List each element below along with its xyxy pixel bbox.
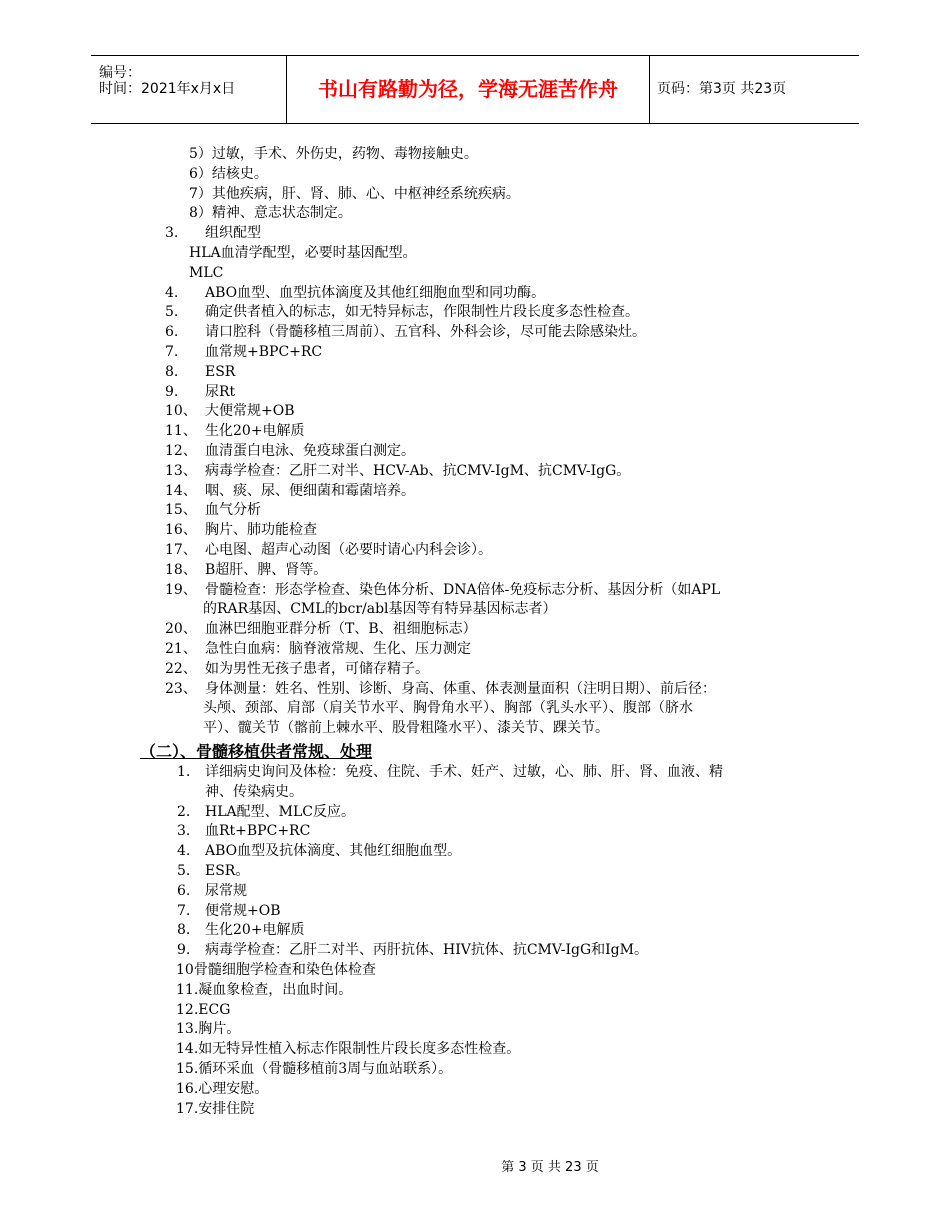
list-item-text: 头颅、颈部、肩部（肩关节水平、胸骨角水平）、胸部（乳头水平）、腹部（脐水 [203,700,693,717]
list-item-number: 3. [165,225,179,242]
list-item-text: 组织配型 [205,225,261,242]
list-item-text: MLC [189,264,224,281]
list-item-text: HLA血清学配型，必要时基因配型。 [189,245,417,261]
list-item-text: 急性白血病：脑脊液常规、生化、压力测定 [205,641,471,657]
list-item-text: ESR [205,363,236,380]
list-item-text: 身体测量：姓名、性别、诊断、身高、体重、体表测量面积（注明日期）、前后径： [205,680,716,697]
list-item-text: 病毒学检查：乙肝二对半、丙肝抗体、HIV抗体、抗CMV-IgG和IgM。 [205,942,648,959]
list-item-number: 4. [165,284,179,301]
list-item-text: B超肝、脾、肾等。 [205,561,328,578]
list-item-text: 尿常规 [205,882,247,899]
list-item-text: ABO血型、血型抗体滴度及其他红细胞血型和同功酶。 [205,284,546,301]
list-item-number: 2. [177,803,191,820]
list-item-number: 6. [177,882,191,899]
header-page-number: 页码：第3页 共23页 [657,81,787,97]
list-item-number: 8. [165,363,179,380]
list-item-text: 8）精神、意志状态制定。 [189,205,352,222]
list-item-text: 17.安排住院 [176,1100,255,1117]
list-item-number: 4. [177,843,191,860]
list-item-text: 尿Rt [205,383,236,400]
list-item-number: 5. [177,863,191,879]
list-item-text: ABO血型及抗体滴度、其他红细胞血型。 [205,843,462,860]
list-item-number: 15、 [165,502,197,519]
list-item-number: 17、 [165,542,197,558]
list-item-number: 16、 [165,522,197,539]
list-item-number: 1. [177,764,191,780]
list-item-text: 血Rt+BPC+RC [205,823,311,840]
list-item-number: 9. [177,942,191,959]
page-header [91,55,859,124]
list-item-number: 8. [177,922,191,939]
list-item-number: 11、 [165,423,197,440]
list-item-number: 13、 [165,462,197,479]
list-item-text: 6）结核史。 [189,165,268,182]
page-footer [0,1156,950,1175]
list-item-text: 生化20+电解质 [205,922,305,939]
header-meta [91,56,286,123]
list-item-text: 咽、痰、尿、便细菌和霉菌培养。 [205,482,415,499]
list-item-text: 大便常规+OB [205,403,295,420]
list-item-text: 7）其他疾病，肝、肾、肺、心、中枢神经系统疾病。 [189,185,520,202]
list-item-text: 血淋巴细胞亚群分析（T、B、祖细胞标志） [205,621,477,638]
list-item-text: 血常规+BPC+RC [205,344,323,360]
list-item-text: 如为男性无孩子患者，可储存精子。 [205,660,429,677]
list-item-text: 请口腔科（骨髓移植三周前）、五官科、外科会诊，尽可能去除感染灶。 [205,324,646,341]
list-item-number: 7. [177,902,191,919]
list-item-number: 22、 [165,660,197,677]
list-item-number: 3. [177,823,191,840]
list-item-text: 神、传染病史。 [205,783,303,800]
list-item-text: 胸片、肺功能检查 [205,522,317,539]
header-motto: 书山有路勤为径，学海无涯苦作舟 [318,77,618,101]
doc-time: 时间：2021年x月x日 [99,81,236,97]
list-item-number: 5. [165,304,179,321]
list-item-text: 15.循环采血（骨髓移植前3周与血站联系）。 [176,1061,453,1077]
doc-number: 编号： [99,65,141,81]
list-item-text: 生化20+电解质 [205,423,305,440]
list-item-text: 10骨髓细胞学检查和染色体检查 [176,962,376,978]
list-item-number: 6. [165,324,179,341]
list-item-text: 详细病史询问及体检：免疫、住院、手术、妊产、过敏，心、肺、肝、肾、血液、精 [205,764,723,780]
footer-page-number: 第 3 页 共 23 页 [501,1160,599,1175]
list-item-number: 12、 [165,443,197,459]
list-item-text: ESR。 [205,863,250,879]
list-item-text: 14.如无特异性植入标志作限制性片段长度多态性检查。 [176,1041,521,1058]
list-item-text: 16.心理安慰。 [176,1080,269,1097]
list-item-number: 19、 [165,581,197,598]
section-title: （二）、骨髓移植供者常规、处理 [140,742,373,761]
list-item-text: 病毒学检查：乙肝二对半、HCV-Ab、抗CMV-IgM、抗CMV-IgG。 [205,462,631,479]
list-item-text: 骨髓检查：形态学检查、染色体分析、DNA倍体-免疫标志分析、基因分析（如APL [205,581,721,598]
list-item-text: 血气分析 [205,502,261,519]
list-item-text: 12.ECG [176,1001,231,1018]
list-item-number: 10、 [165,403,197,420]
list-item-number: 23、 [165,680,197,697]
list-item-text: 11.凝血象检查，出血时间。 [176,981,353,998]
list-item-number: 9. [165,383,179,400]
list-item-text: 便常规+OB [205,902,281,919]
list-item-number: 7. [165,344,179,360]
list-item-number: 18、 [165,561,197,578]
list-item-text: 血清蛋白电泳、免疫球蛋白测定。 [205,443,415,459]
list-item-text: 的RAR基因、CML的bcr/abl基因等有特异基因标志者） [203,601,557,618]
list-item-text: 心电图、超声心动图（必要时请心内科会诊）。 [205,542,492,558]
list-item-text: 5）过敏，手术、外伤史，药物、毒物接触史。 [189,146,478,162]
list-item-text: HLA配型、MLC反应。 [205,803,355,820]
list-item-text: 13.胸片。 [176,1021,241,1038]
list-item-number: 21、 [165,641,197,657]
list-item-text: 确定供者植入的标志，如无特异标志，作限制性片段长度多态性检查。 [205,304,639,321]
list-item-number: 14、 [165,482,197,499]
header-divider [649,56,650,123]
list-item-text: 平）、髋关节（髂前上棘水平、股骨粗隆水平）、漆关节、踝关节。 [203,720,609,737]
list-item-number: 20、 [165,621,197,638]
